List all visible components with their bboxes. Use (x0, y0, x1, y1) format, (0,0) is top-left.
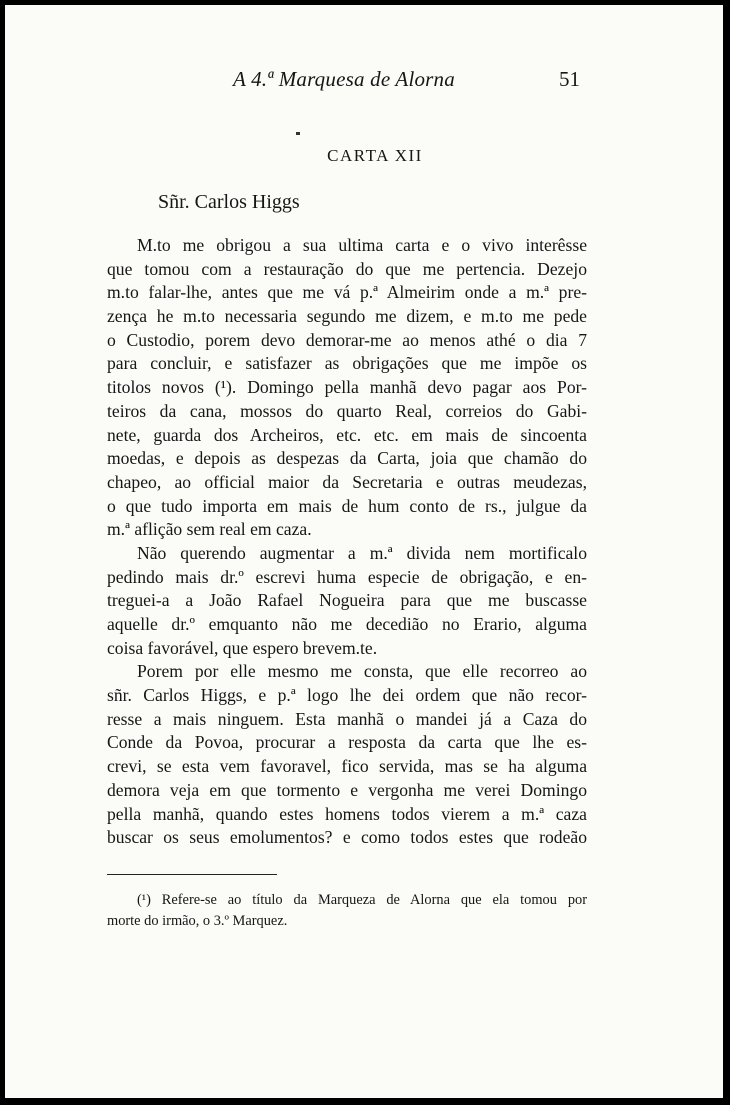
body-line: buscar os seus emolumentos? e como todos estes que rodeão (107, 827, 587, 848)
body-line: teiros da cana, mossos do quarto Real, correios do Gabi- (107, 400, 587, 421)
body-line: que tomou com a restauração do que me pertencia. Dezejo (107, 258, 587, 279)
body-line: nete, guarda dos Archeiros, etc. etc. em mais de sincoenta (107, 424, 587, 445)
body-line: moedas, e depois as despezas da Carta, joia que chamão do (107, 448, 587, 469)
body-line: titolos novos (¹). Domingo pella manhã devo pagar aos Por- (107, 377, 587, 398)
body-line: m.to falar-lhe, antes que me vá p.ª Almeirim onde a m.ª pre- (107, 282, 587, 303)
footnote-rule (107, 874, 277, 875)
body-line: pedindo mais dr.º escrevi huma especie de obrigação, e en- (107, 566, 587, 587)
body-line: treguei-a a João Rafael Nogueira para que me buscasse (107, 590, 587, 611)
footnote-line: morte do irmão, o 3.º Marquez. (107, 913, 288, 929)
body-line: m.ª aflição sem real em caza. (107, 519, 312, 540)
body-line: sñr. Carlos Higgs, e p.ª logo lhe dei ordem que não recor- (107, 685, 587, 706)
body-line: Não querendo augmentar a m.ª divida nem mortificalo (137, 542, 587, 563)
letter-heading: CARTA XII (327, 146, 423, 165)
letter-body (107, 234, 587, 850)
body-line: o que tudo importa em mais de hum conto de rs., julgue da (107, 495, 587, 516)
footnote-line: (¹) Refere-se ao título da Marqueza de Alorna que ela tomou por (137, 892, 587, 908)
body-line: aquelle dr.º emquanto não me decedião no Erario, alguma (107, 614, 587, 634)
body-line: Porem por elle mesmo me consta, que elle recorreo ao (137, 661, 587, 682)
running-head-title: A 4.ª Marquesa de Alorna (233, 67, 455, 91)
letter-salutation: Sñr. Carlos Higgs (158, 191, 300, 213)
body-line: pella manhã, quando estes homens todos vierem a m.ª caza (107, 803, 587, 824)
body-line: o Custodio, porem devo demorar-me ao menos athé o dia 7 (107, 329, 587, 350)
print-speck (296, 132, 300, 135)
body-line: demora veja em que tormento e vergonha me verei Domingo (107, 779, 587, 800)
running-head (5, 67, 723, 97)
body-line: Conde da Povoa, procurar a resposta da carta que lhe es- (107, 732, 587, 753)
body-line: resse a mais ninguem. Esta manhã o mandei já a Caza do (107, 708, 587, 729)
body-line: para concluir, e satisfazer as obrigações que me impõe os (107, 353, 587, 374)
body-line: coisa favorável, que espero brevem.te. (107, 637, 378, 658)
body-line: chapeo, ao official maior da Secretaria e outras meudezas, (107, 471, 587, 492)
body-line: crevi, se esta vem favoravel, fico servida, mas se ha alguma (107, 756, 587, 777)
body-line: M.to me obrigou a sua ultima carta e o vivo interêsse (137, 235, 587, 255)
footnote (107, 890, 587, 932)
body-line: zença he m.to necessaria segundo me dizem, e m.to me pede (107, 306, 587, 327)
page-number: 51 (559, 67, 580, 91)
book-page (5, 5, 723, 1098)
